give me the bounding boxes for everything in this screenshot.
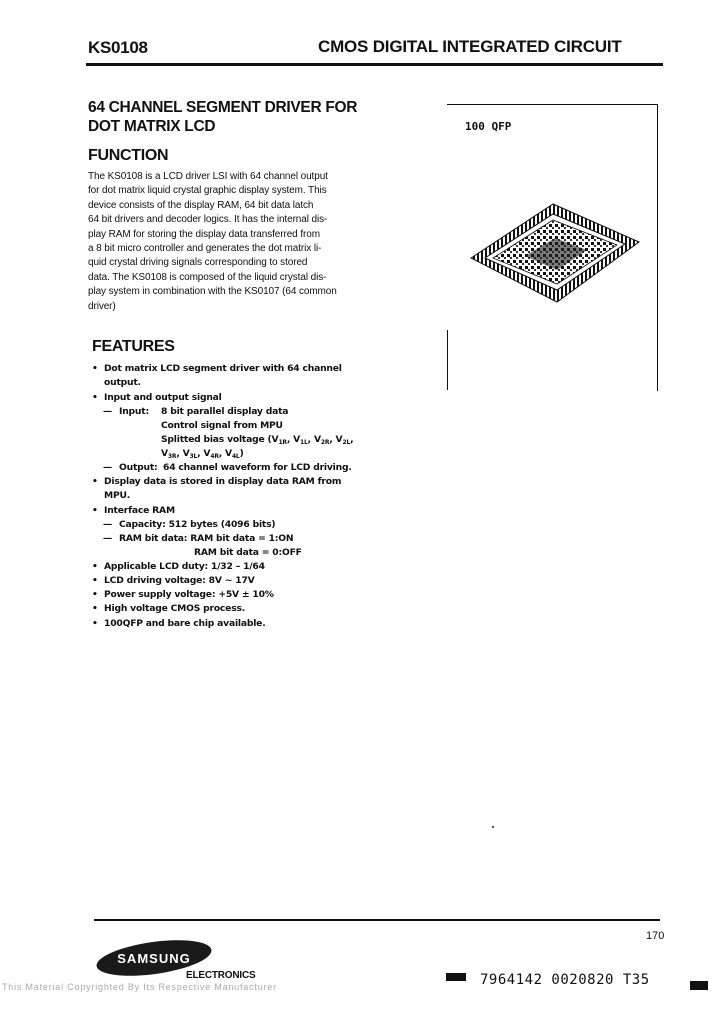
feature-3-line-2: MPU. (104, 490, 131, 501)
feature-1-line-1: Dot matrix LCD segment driver with 64 channel (104, 363, 342, 374)
feature-7: Power supply voltage: +5V ± 10% (104, 589, 274, 600)
dash: — (103, 462, 112, 473)
features-heading: FEATURES (92, 338, 175, 355)
bullet: • (92, 505, 98, 516)
feature-1-line-2: output. (104, 377, 141, 388)
bullet: • (92, 575, 98, 586)
header-rule (86, 63, 663, 66)
function-line: quid crystal driving signals corresponding to stored (88, 257, 308, 269)
bullet: • (92, 476, 98, 487)
part-number: KS0108 (88, 38, 148, 57)
function-heading: FUNCTION (88, 147, 169, 164)
dash: — (103, 533, 112, 544)
feature-8: High voltage CMOS process. (104, 603, 246, 614)
function-line: device consists of the display RAM, 64 bit data latch (88, 199, 314, 211)
output-line-1: 64 channel waveform for LCD driving. (163, 462, 352, 473)
input-line-3: Splitted bias voltage ($V_{1R}$, $V_{1L}$, $V_{2R}$, $V_{2L}$, (161, 434, 354, 446)
feature-4: Interface RAM (104, 505, 175, 516)
feature-2: Input and output signal (104, 392, 222, 403)
function-line: data. The KS0108 is composed of the liquid crystal dis- (88, 271, 327, 283)
electronics-label: ELECTRONICS (186, 970, 256, 981)
document-title (88, 98, 388, 136)
function-line: The KS0108 is a LCD driver LSI with 64 channel output (88, 171, 328, 182)
function-line: a 8 bit micro controller and generates the dot matrix li- (88, 243, 322, 255)
scan-mark-right (690, 981, 708, 990)
bullet: • (92, 589, 98, 600)
bullet: • (92, 363, 98, 374)
input-line-4: $V_{3R}$, $V_{3L}$, $V_{4R}$, $V_{4L}$) (161, 448, 244, 460)
package-frame-left-edge (447, 330, 448, 390)
document-category: CMOS DIGITAL INTEGRATED CIRCUIT (318, 37, 622, 56)
feature-6: LCD driving voltage: 8V ~ 17V (104, 575, 255, 586)
feature-3-line-1: Display data is stored in display data RAM from (104, 476, 342, 487)
bullet: • (92, 603, 98, 614)
output-label: Output: (119, 462, 158, 473)
copyright-watermark: This Material Copyrighted By Its Respective Manufacturer (2, 982, 277, 992)
feature-9: 100QFP and bare chip available. (104, 618, 266, 629)
footer-rule (94, 919, 660, 921)
dash: — (103, 406, 112, 417)
bullet: • (92, 392, 98, 403)
function-paragraph (88, 170, 362, 314)
function-line: play RAM for storing the display data transferred from (88, 228, 320, 240)
title-line-1: 64 CHANNEL SEGMENT DRIVER FOR (88, 99, 358, 116)
function-line: 64 bit drivers and decoder logics. It has the internal dis- (88, 214, 328, 226)
bullet: • (92, 561, 98, 572)
function-line: driver) (88, 300, 116, 312)
title-line-2: DOT MATRIX LCD (88, 118, 216, 135)
package-label: 100 QFP (465, 120, 512, 133)
feature-5: Applicable LCD duty: 1/32 – 1/64 (104, 561, 265, 572)
logo-text: SAMSUNG (117, 951, 191, 966)
qfp-chip-illustration (465, 200, 645, 310)
ram-bit-line-2: RAM bit data = 0:OFF (194, 547, 302, 558)
page-number: 170 (646, 930, 665, 942)
input-line-2: Control signal from MPU (161, 420, 283, 431)
ram-capacity: Capacity: 512 bytes (4096 bits) (119, 519, 276, 530)
scan-mark-left (446, 973, 466, 981)
function-line: play system in combination with the KS0107 (64 common (88, 286, 337, 298)
bullet: • (92, 618, 98, 629)
ram-bit-line-1: RAM bit data: RAM bit data = 1:ON (119, 533, 294, 544)
dash: — (103, 519, 112, 530)
input-label: Input: (119, 406, 149, 417)
input-line-1: 8 bit parallel display data (161, 406, 289, 417)
speck (492, 826, 494, 828)
document-code: 7964142 0020820 T35 (480, 972, 650, 988)
function-line: for dot matrix liquid crystal graphic display system. This (88, 185, 327, 197)
